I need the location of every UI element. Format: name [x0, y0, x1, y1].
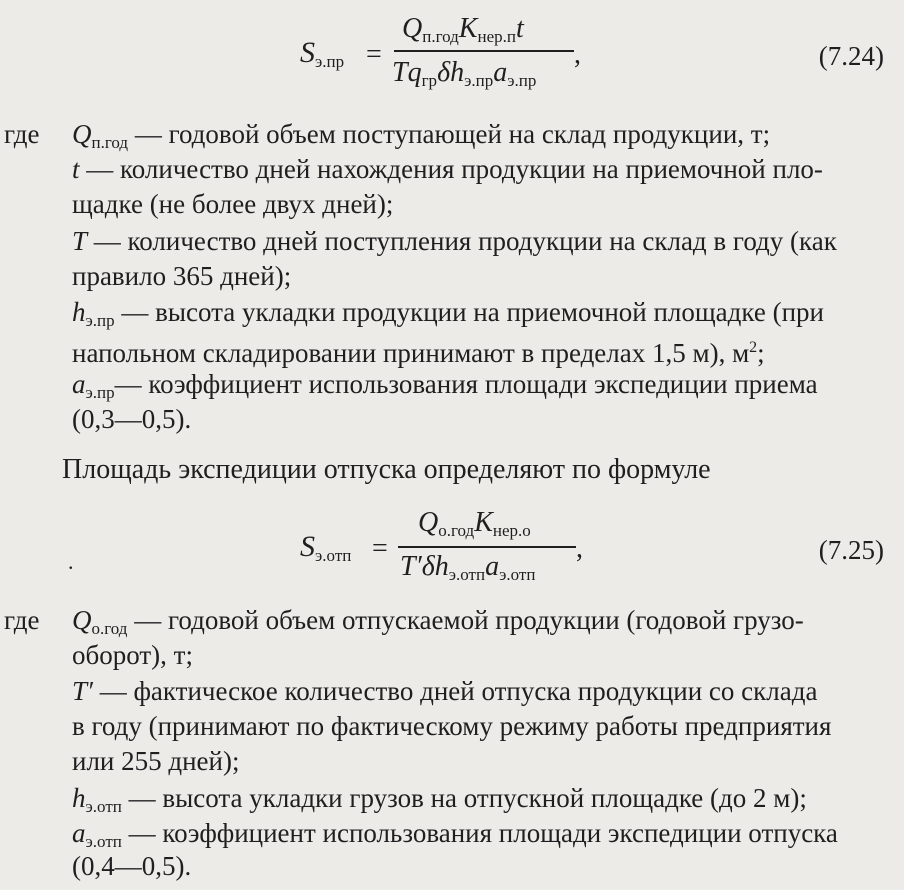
- equals-sign: =: [366, 39, 382, 70]
- stray-dot: .: [68, 549, 74, 574]
- definition-line: $Q_{п.год}$ — годовой объем поступающей на склад продукции, т;: [72, 119, 771, 152]
- equals-sign: =: [372, 533, 388, 564]
- formula-lhs: $S_{э.пр}$: [300, 36, 345, 71]
- formula-comma: ,: [574, 39, 581, 70]
- where-label: где: [4, 119, 40, 149]
- definition-line: T — количество дней поступления продукции на склад в году (как: [72, 226, 837, 256]
- formula-7-25: [0, 500, 904, 590]
- fraction-bar: [394, 50, 574, 52]
- definition-line: $a_{э.отп}$ — коэффициент использования площади экспедиции отпуска: [72, 818, 838, 851]
- definition-line: $Q_{о.год}$ — годовой объем отпускаемой продукции (годовой грузо-: [72, 605, 804, 638]
- definition-line: в году (принимают по фактическому режиму работы предприятия: [72, 711, 832, 741]
- formula-numerator: $Q_{о.год}K_{нер.о}$: [418, 507, 531, 540]
- paragraph-text: Площадь экспедиции отпуска определяют по формуле: [62, 454, 711, 485]
- definition-line: t — количество дней нахождения продукции на приемочной пло-: [72, 154, 823, 184]
- formula-number: (7.24): [818, 41, 884, 71]
- formula-denominator: $Tq_{гр}\delta h_{э.пр}a_{э.пр}$: [392, 57, 537, 90]
- fraction-bar: [398, 546, 576, 548]
- definition-line: (0,4—0,5).: [72, 851, 192, 881]
- definition-line: или 255 дней);: [72, 746, 240, 776]
- definition-line: напольном складировании принимают в пределах 1,5 м), $м^2$;: [72, 338, 765, 368]
- formula-denominator: $T'\delta h_{э.отп}a_{э.отп}$: [400, 551, 536, 584]
- formula-7-24: [0, 0, 904, 90]
- definition-line: щадке (не более двух дней);: [72, 189, 394, 219]
- where-label: где: [4, 605, 40, 635]
- formula-comma: ,: [576, 533, 583, 564]
- definition-line: оборот), т;: [72, 640, 193, 670]
- definition-line: правило 365 дней);: [72, 261, 292, 291]
- definition-line: T′ — фактическое количество дней отпуска продукции со склада: [72, 676, 818, 706]
- definition-line: (0,3—0,5).: [72, 404, 192, 434]
- formula-number: (7.25): [818, 535, 884, 565]
- definition-line: $a_{э.пр}—$ коэффициент использования площади экспедиции приема: [72, 369, 818, 402]
- definition-line: $h_{э.отп}$ — высота укладки грузов на отпускной площадке (до 2 м);: [72, 783, 807, 816]
- formula-lhs: $S_{э.отп}$: [300, 530, 352, 565]
- formula-numerator: $Q_{п.год}K_{нер.п}t$: [402, 13, 524, 46]
- definition-line: $h_{э.пр}$ — высота укладки продукции на приемочной площадке (при: [72, 297, 824, 330]
